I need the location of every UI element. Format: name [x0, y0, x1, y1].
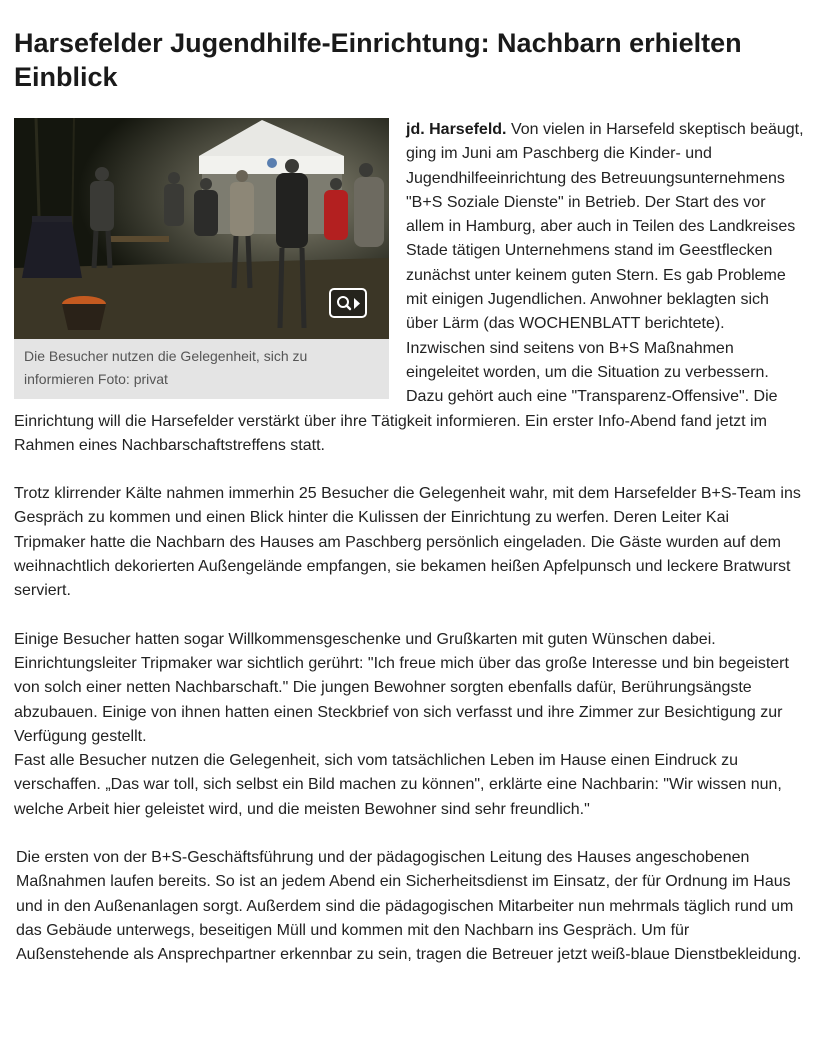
- body-paragraph: Trotz klirrender Kälte nahmen immerhin 25 Besucher die Gelegenheit wahr, mit dem Harsefelder B+S-Team ins Gespräch zu kommen und einen Blick hinter die Kulissen der Einrichtung zu werfen. Deren Leiter Kai Tripmaker hatte die Nachbarn des Hauses am Paschberg persönlich eingeladen. Die Gäste wurden auf dem weihnachtlich dekorierten Außengelände empfangen, sie bekamen heißen Apfelpunsch und leckere Bratwurst serviert.: [14, 485, 801, 600]
- figure-caption: Die Besucher nutzen die Gelegenheit, sich zu informieren Foto: privat: [24, 348, 308, 387]
- article-figure: [14, 118, 389, 399]
- dateline: jd. Harsefeld.: [406, 121, 507, 138]
- zoom-button[interactable]: [329, 288, 367, 318]
- article-headline: Harsefelder Jugendhilfe-Einrichtung: Nachbarn erhielten Einblick: [14, 28, 742, 92]
- article-body: [14, 118, 804, 992]
- magnifier-arrow-icon: [336, 295, 362, 313]
- body-paragraph: Die ersten von der B+S-Geschäftsführung und der pädagogischen Leitung des Hauses angeschobenen Maßnahmen laufen bereits. So ist an jedem Abend ein Sicherheitsdienst im Einsatz, der für Ordnung im Haus und in den Außenanlagen sorgt. Außerdem sind die pädagogischen Mitarbeiter nun mehrmals täglich rund um das Gebäude unterwegs, beseitigen Müll und kommen mit den Nachbarn ins Gespräch. Um für Außenstehende als Ansprechpartner erkennbar zu sein, tragen die Betreuer jetzt weiß-blaue Dienstbekleidung.: [16, 849, 802, 964]
- body-paragraph-text: Fast alle Besucher nutzen die Gelegenheit, sich vom tatsächlichen Leben im Hause einen Eindruck zu verschaffen. „Das war toll, sich selbst ein Bild machen zu können", erklärte eine Nachbarin: "Wir wissen nun, welche Arbeit hier geleistet wird, und die meisten Bewohner sind sehr freundlich.": [14, 752, 782, 818]
- body-paragraph: [14, 628, 804, 822]
- body-paragraph-text: Einige Besucher hatten sogar Willkommensgeschenke und Grußkarten mit guten Wünschen dabei. Einrichtungsleiter Tripmaker war sichtlich gerührt: "Ich freue mich über das große Interesse und bin begeistert von solch einer netten Nachbarschaft." Die jungen Bewohner sorgten ebenfalls dafür, Berührungsängste abzubauen. Einige von ihnen hatten einen Steckbrief von sich verfasst und ihre Zimmer zur Besichtigung zur Verfügung gestellt.: [14, 630, 789, 745]
- article-photo[interactable]: [14, 118, 389, 339]
- lead-text: Von vielen in Harsefeld skeptisch beäugt, ging im Juni am Paschberg die Kinder- und Jugendhilfeeinrichtung des Betreuungsunternehmens "B+S Soziale Dienste" in Betrieb. Der Start des vor allem in Hamburg, aber auch in Teilen des Landkreises Stade tätigen Unternehmens stand im Geestflecken zunächst unter keinem guten Stern. Es gab Probleme mit einigen Jugendlichen. Anwohner beklagten sich über Lärm (das WOCHENBLATT berichtete). Inzwischen sind seitens von B+S Maßnahmen eingeleitet worden, um die Situation zu verbessern. Dazu gehört auch eine "Transparenz-Offensive". Die Einrichtung will die Harsefelder verstärkt über ihre Tätigkeit informieren. Ein erster Info-Abend fand jetzt im Rahmen eines Nachbarschaftstreffens statt.: [14, 121, 804, 454]
